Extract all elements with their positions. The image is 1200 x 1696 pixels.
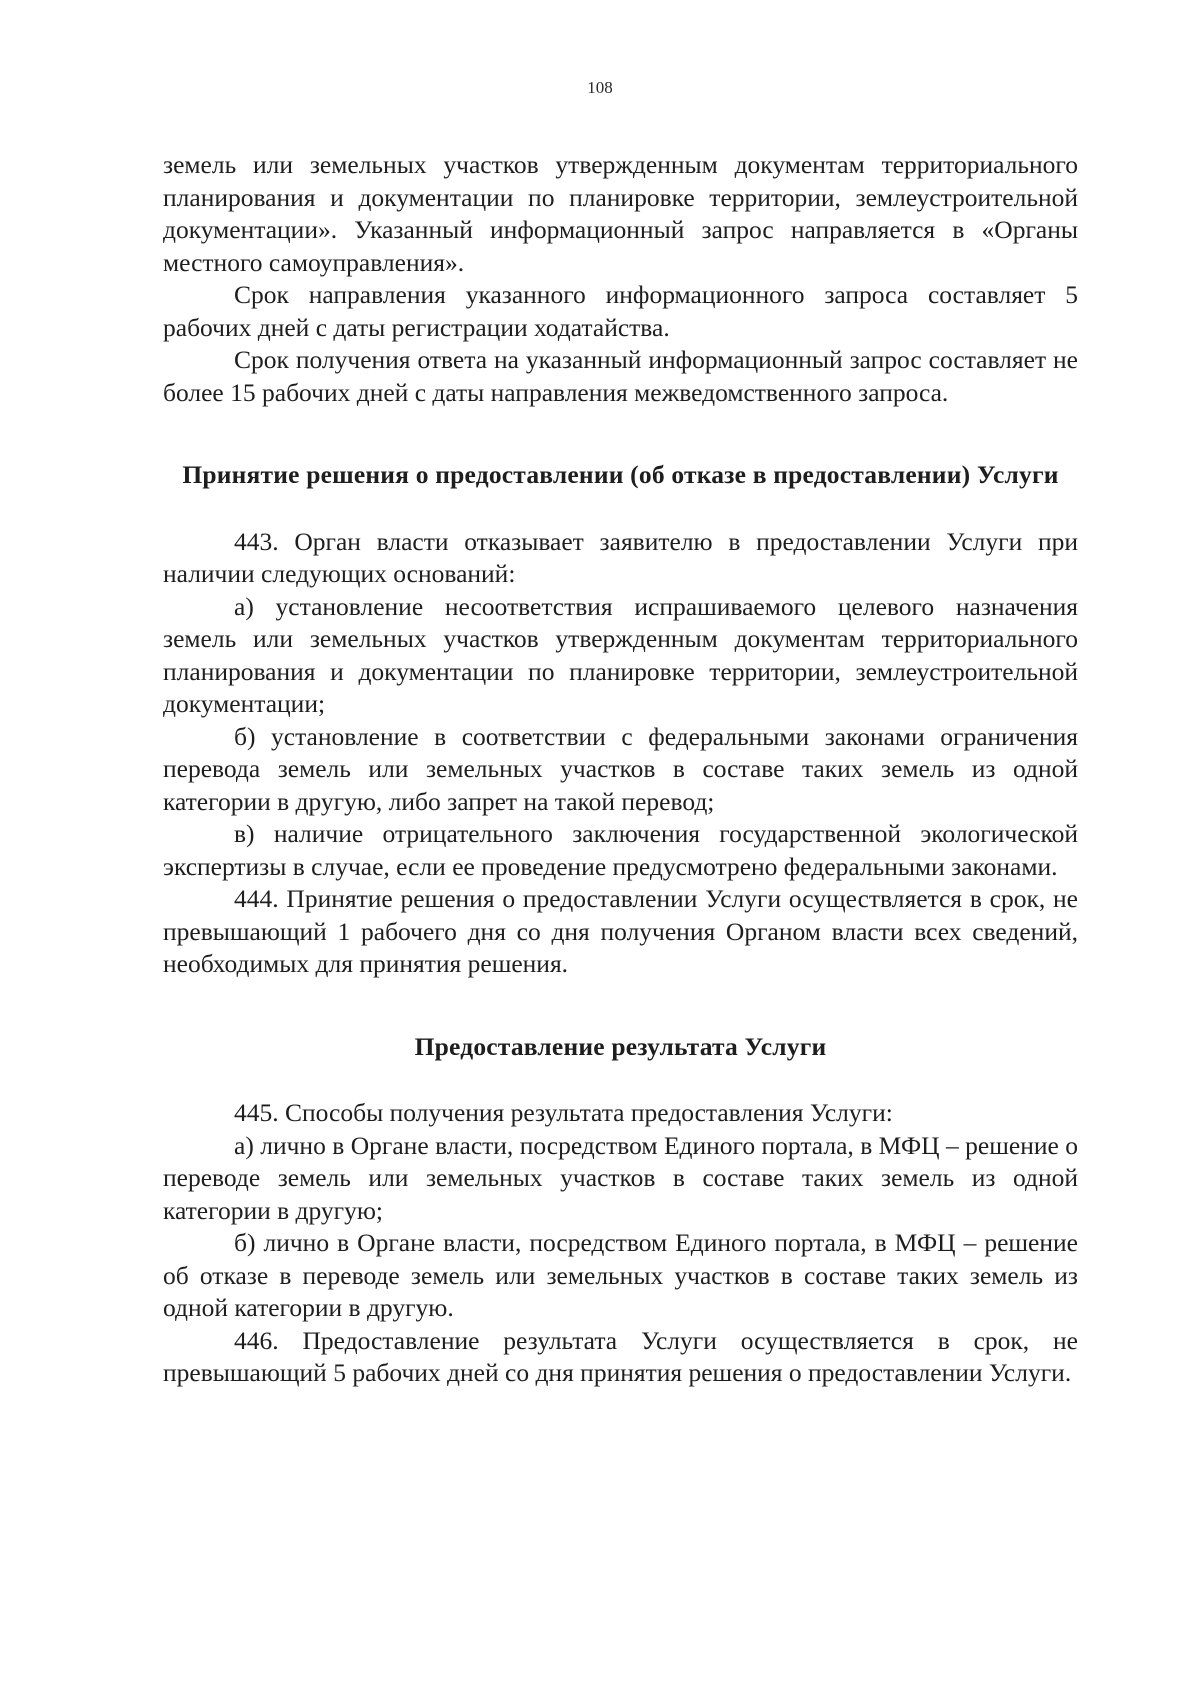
paragraph-444: 444. Принятие решения о предоставлении Услуги осуществляется в срок, не превышающий 1 рабочего дня со дня получения Органом власти всех сведений, необходимых для принятия решения. xyxy=(163,884,1078,978)
spacer xyxy=(163,409,1078,459)
paragraph: Срок направления указанного информационного запроса составляет 5 рабочих дней с даты регистрации ходатайства. xyxy=(163,280,1078,342)
spacer xyxy=(163,981,1078,1031)
spacer xyxy=(163,492,1078,526)
paragraph-443: 443. Орган власти отказывает заявителю в предоставлении Услуги при наличии следующих оснований: xyxy=(163,526,1078,588)
list-item-a: а) лично в Органе власти, посредством Единого портала, в МФЦ – решение о переводе земель или земельных участков в составе таких земель из одной категории в другую; xyxy=(163,1130,1078,1225)
section-heading-decision: Принятие решения о предоставлении (об отказе в предоставлении) Услуги xyxy=(182,460,1059,489)
list-item-b: б) лично в Органе власти, посредством Единого портала, в МФЦ – решение об отказе в переводе земель или земельных участков в составе таких земель из одной категории в другую. xyxy=(163,1228,1078,1322)
paragraph: Срок получения ответа на указанный информационный запрос составляет не более 15 рабочих дней с даты направления межведомственного запроса. xyxy=(163,345,1078,407)
list-item-a: а) установление несоответствия испрашиваемого целевого назначения земель или земельных участков утвержденным документам территориального планирования и документации по планировке территории, землеустроительной документации; xyxy=(163,591,1078,718)
list-item-c: в) наличие отрицательного заключения государственной экологической экспертизы в случае, если ее проведение предусмотрено федеральными законами. xyxy=(163,819,1078,881)
paragraph-continuation: земель или земельных участков утвержденным документам территориального планирования и документации по планировке территории, землеустроительной документации». Указанный информационный запрос направляется в «Органы местного самоуправления». xyxy=(163,150,1078,277)
spacer xyxy=(163,1063,1078,1097)
document-body xyxy=(163,149,1078,1390)
paragraph-445: 445. Способы получения результата предоставления Услуги: xyxy=(234,1098,893,1127)
paragraph-446: 446. Предоставление результата Услуги осуществляется в срок, не превышающий 5 рабочих дней со дня принятия решения о предоставлении Услуги. xyxy=(163,1325,1078,1387)
page-number: 108 xyxy=(587,78,613,97)
list-item-b: б) установление в соответствии с федеральными законами ограничения перевода земель или земельных участков в составе таких земель из одной категории в другую, либо запрет на такой перевод; xyxy=(163,721,1078,816)
section-heading-result: Предоставление результата Услуги xyxy=(414,1031,827,1061)
